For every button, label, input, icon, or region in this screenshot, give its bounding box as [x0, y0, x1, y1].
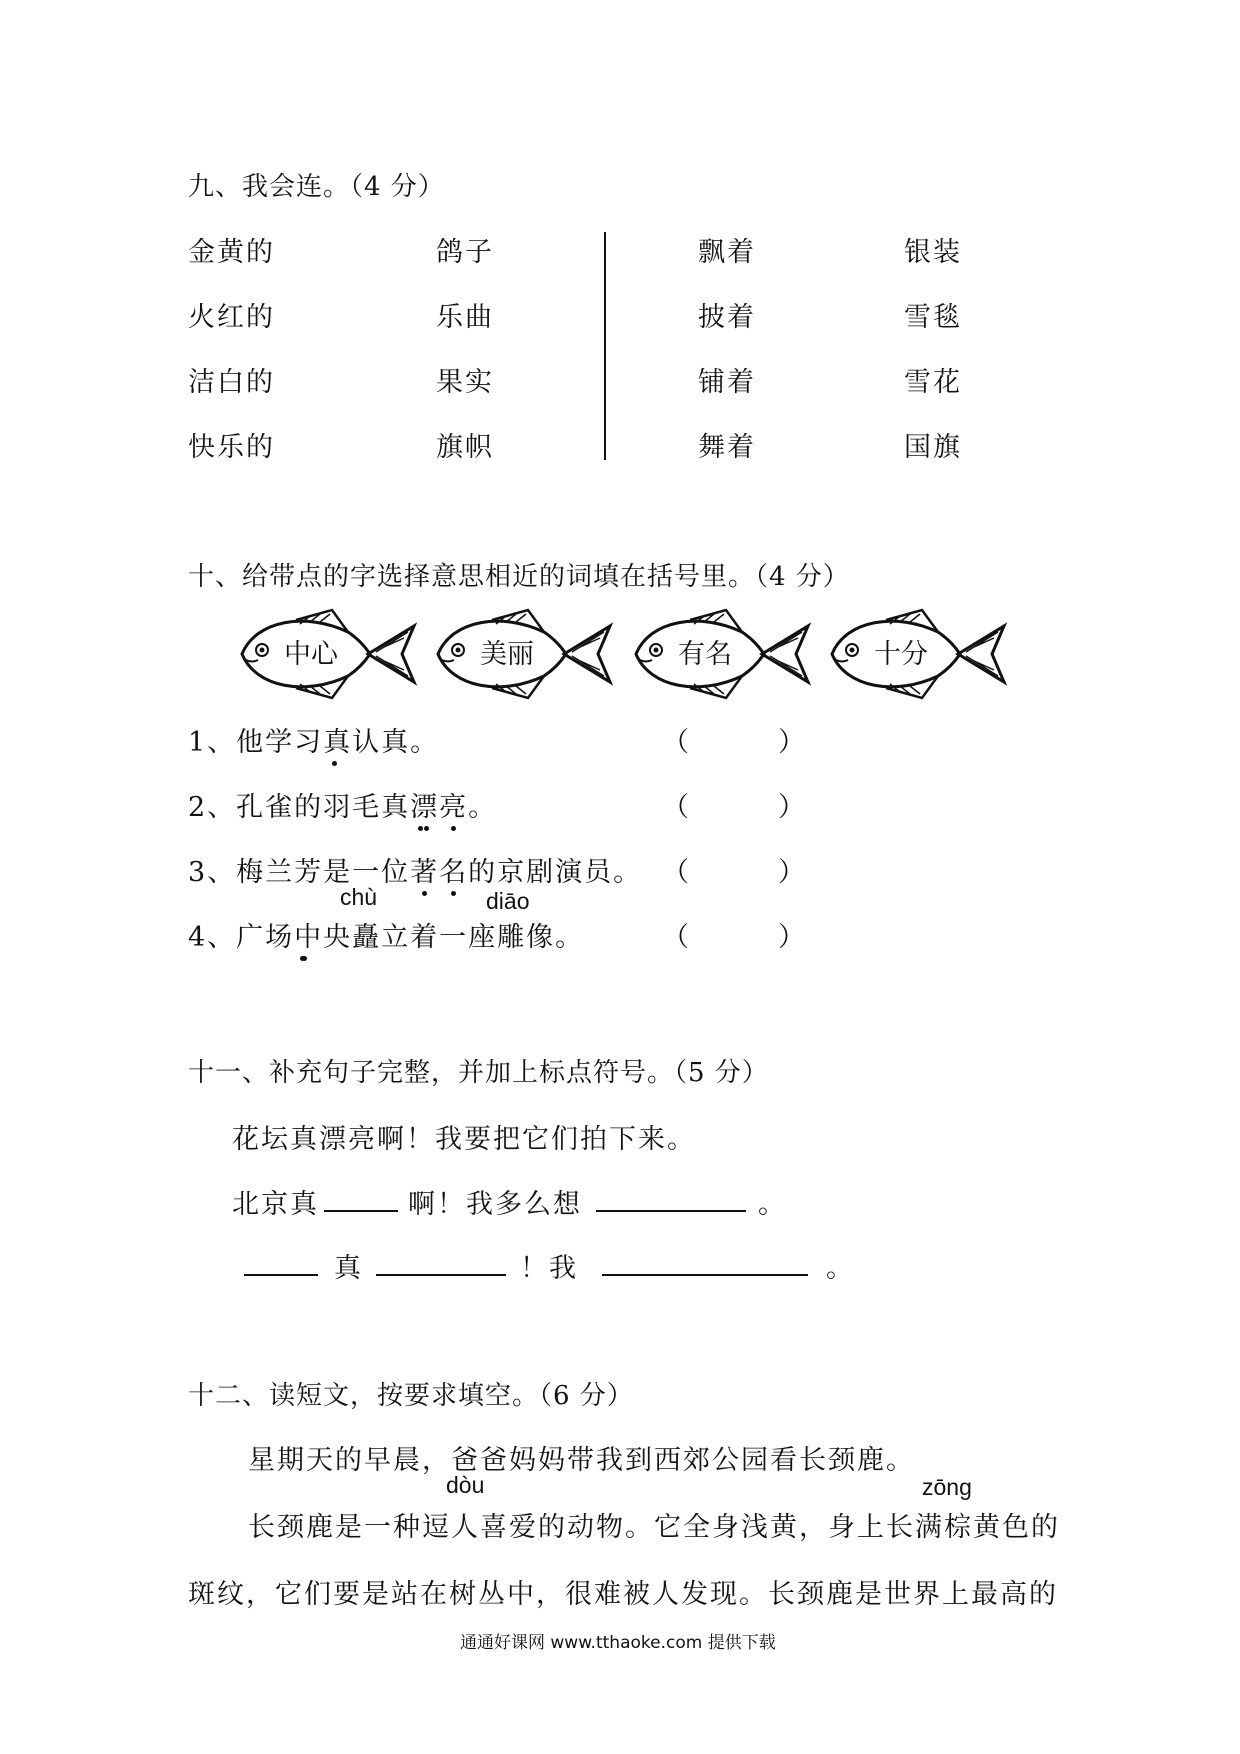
paren-open: （ [662, 727, 691, 758]
paren-close: ） [778, 792, 807, 823]
paren-open: （ [662, 792, 691, 823]
q9-noun-word: 乐曲 [436, 302, 494, 333]
pinyin-annotation: zōng [922, 1474, 972, 1500]
q10-sentence: 3、梅兰芳是一位著名的京剧演员。 [188, 857, 643, 888]
q9-verb-word: 舞着 [698, 432, 756, 463]
q11-line2-zhen: 真 [334, 1253, 363, 1284]
q11-line2-end: 。 [826, 1253, 855, 1284]
column-divider [604, 232, 606, 460]
fish-illustration [826, 608, 1016, 704]
q9-object-word: 银装 [904, 237, 962, 268]
fish-illustration [236, 608, 426, 704]
fish-illustration [630, 608, 820, 704]
q9-left-word: 火红的 [188, 302, 275, 333]
q9-object-word: 雪毯 [904, 302, 962, 333]
paren-open: （ [662, 922, 691, 953]
q11-title: 十一、补充句子完整，并加上标点符号。（5 分） [188, 1058, 769, 1088]
paren-close: ） [778, 857, 807, 888]
q11-line1-end: 。 [758, 1189, 787, 1220]
q10-title: 十、给带点的字选择意思相近的词填在括号里。（4 分） [188, 562, 850, 592]
q9-object-word: 国旗 [904, 432, 962, 463]
q9-left-word: 金黄的 [188, 237, 275, 268]
q12-paragraph: 斑纹，它们要是站在树丛中，很难被人发现。长颈鹿是世界上最高的 [188, 1579, 1058, 1610]
q10-sentence: 2、孔雀的羽毛真漂亮。 [188, 792, 498, 823]
fill-blank[interactable] [244, 1274, 318, 1276]
fish-word: 十分 [874, 639, 928, 670]
pinyin-annotation: chù [340, 884, 378, 910]
fish-word: 美丽 [480, 639, 534, 670]
fill-blank[interactable] [324, 1210, 398, 1212]
q9-left-word: 快乐的 [188, 432, 275, 463]
footer-credit: 通通好课网 www.tthaoke.com 提供下载 [460, 1633, 776, 1653]
q9-verb-word: 披着 [698, 302, 756, 333]
pinyin-annotation: diāo [486, 888, 530, 914]
fill-blank[interactable] [596, 1210, 746, 1212]
emphasis-dot [332, 761, 337, 766]
q11-line1-middle: 啊！我多么想 [408, 1189, 582, 1220]
emphasis-dot [424, 826, 429, 831]
q9-title: 九、我会连。（4 分） [188, 172, 445, 202]
emphasis-dot [302, 956, 307, 961]
q10-sentence: 4、广场中央矗立着一座雕像。 [188, 922, 585, 953]
pinyin-annotation: dòu [446, 1472, 485, 1498]
emphasis-dot [418, 826, 423, 831]
paren-open: （ [662, 857, 691, 888]
q10-sentence: 1、他学习真认真。 [188, 727, 440, 758]
q9-verb-word: 飘着 [698, 237, 756, 268]
q11-line2-wo: ！我 [520, 1253, 578, 1284]
q9-noun-word: 旗帜 [436, 432, 494, 463]
fill-blank[interactable] [602, 1274, 808, 1276]
fill-blank[interactable] [376, 1274, 506, 1276]
q9-left-word: 洁白的 [188, 367, 275, 398]
q11-line1-prefix: 北京真 [232, 1189, 319, 1220]
q9-object-word: 雪花 [904, 367, 962, 398]
q9-verb-word: 铺着 [698, 367, 756, 398]
q12-paragraph: 星期天的早晨，爸爸妈妈带我到西郊公园看长颈鹿。 [248, 1445, 915, 1476]
q9-noun-word: 鸽子 [436, 237, 494, 268]
emphasis-dot [451, 891, 456, 896]
emphasis-dot [422, 891, 427, 896]
fish-word: 有名 [678, 639, 732, 670]
fish-word: 中心 [284, 639, 338, 670]
q12-paragraph: 长颈鹿是一种逗人喜爱的动物。它全身浅黄，身上长满棕黄色的 [248, 1512, 1060, 1543]
emphasis-dot [451, 826, 456, 831]
q12-title: 十二、读短文，按要求填空。（6 分） [188, 1381, 634, 1411]
fish-illustration [432, 608, 622, 704]
q9-noun-word: 果实 [436, 367, 494, 398]
q11-example: 花坛真漂亮啊！我要把它们拍下来。 [232, 1124, 696, 1155]
paren-close: ） [778, 922, 807, 953]
paren-close: ） [778, 727, 807, 758]
